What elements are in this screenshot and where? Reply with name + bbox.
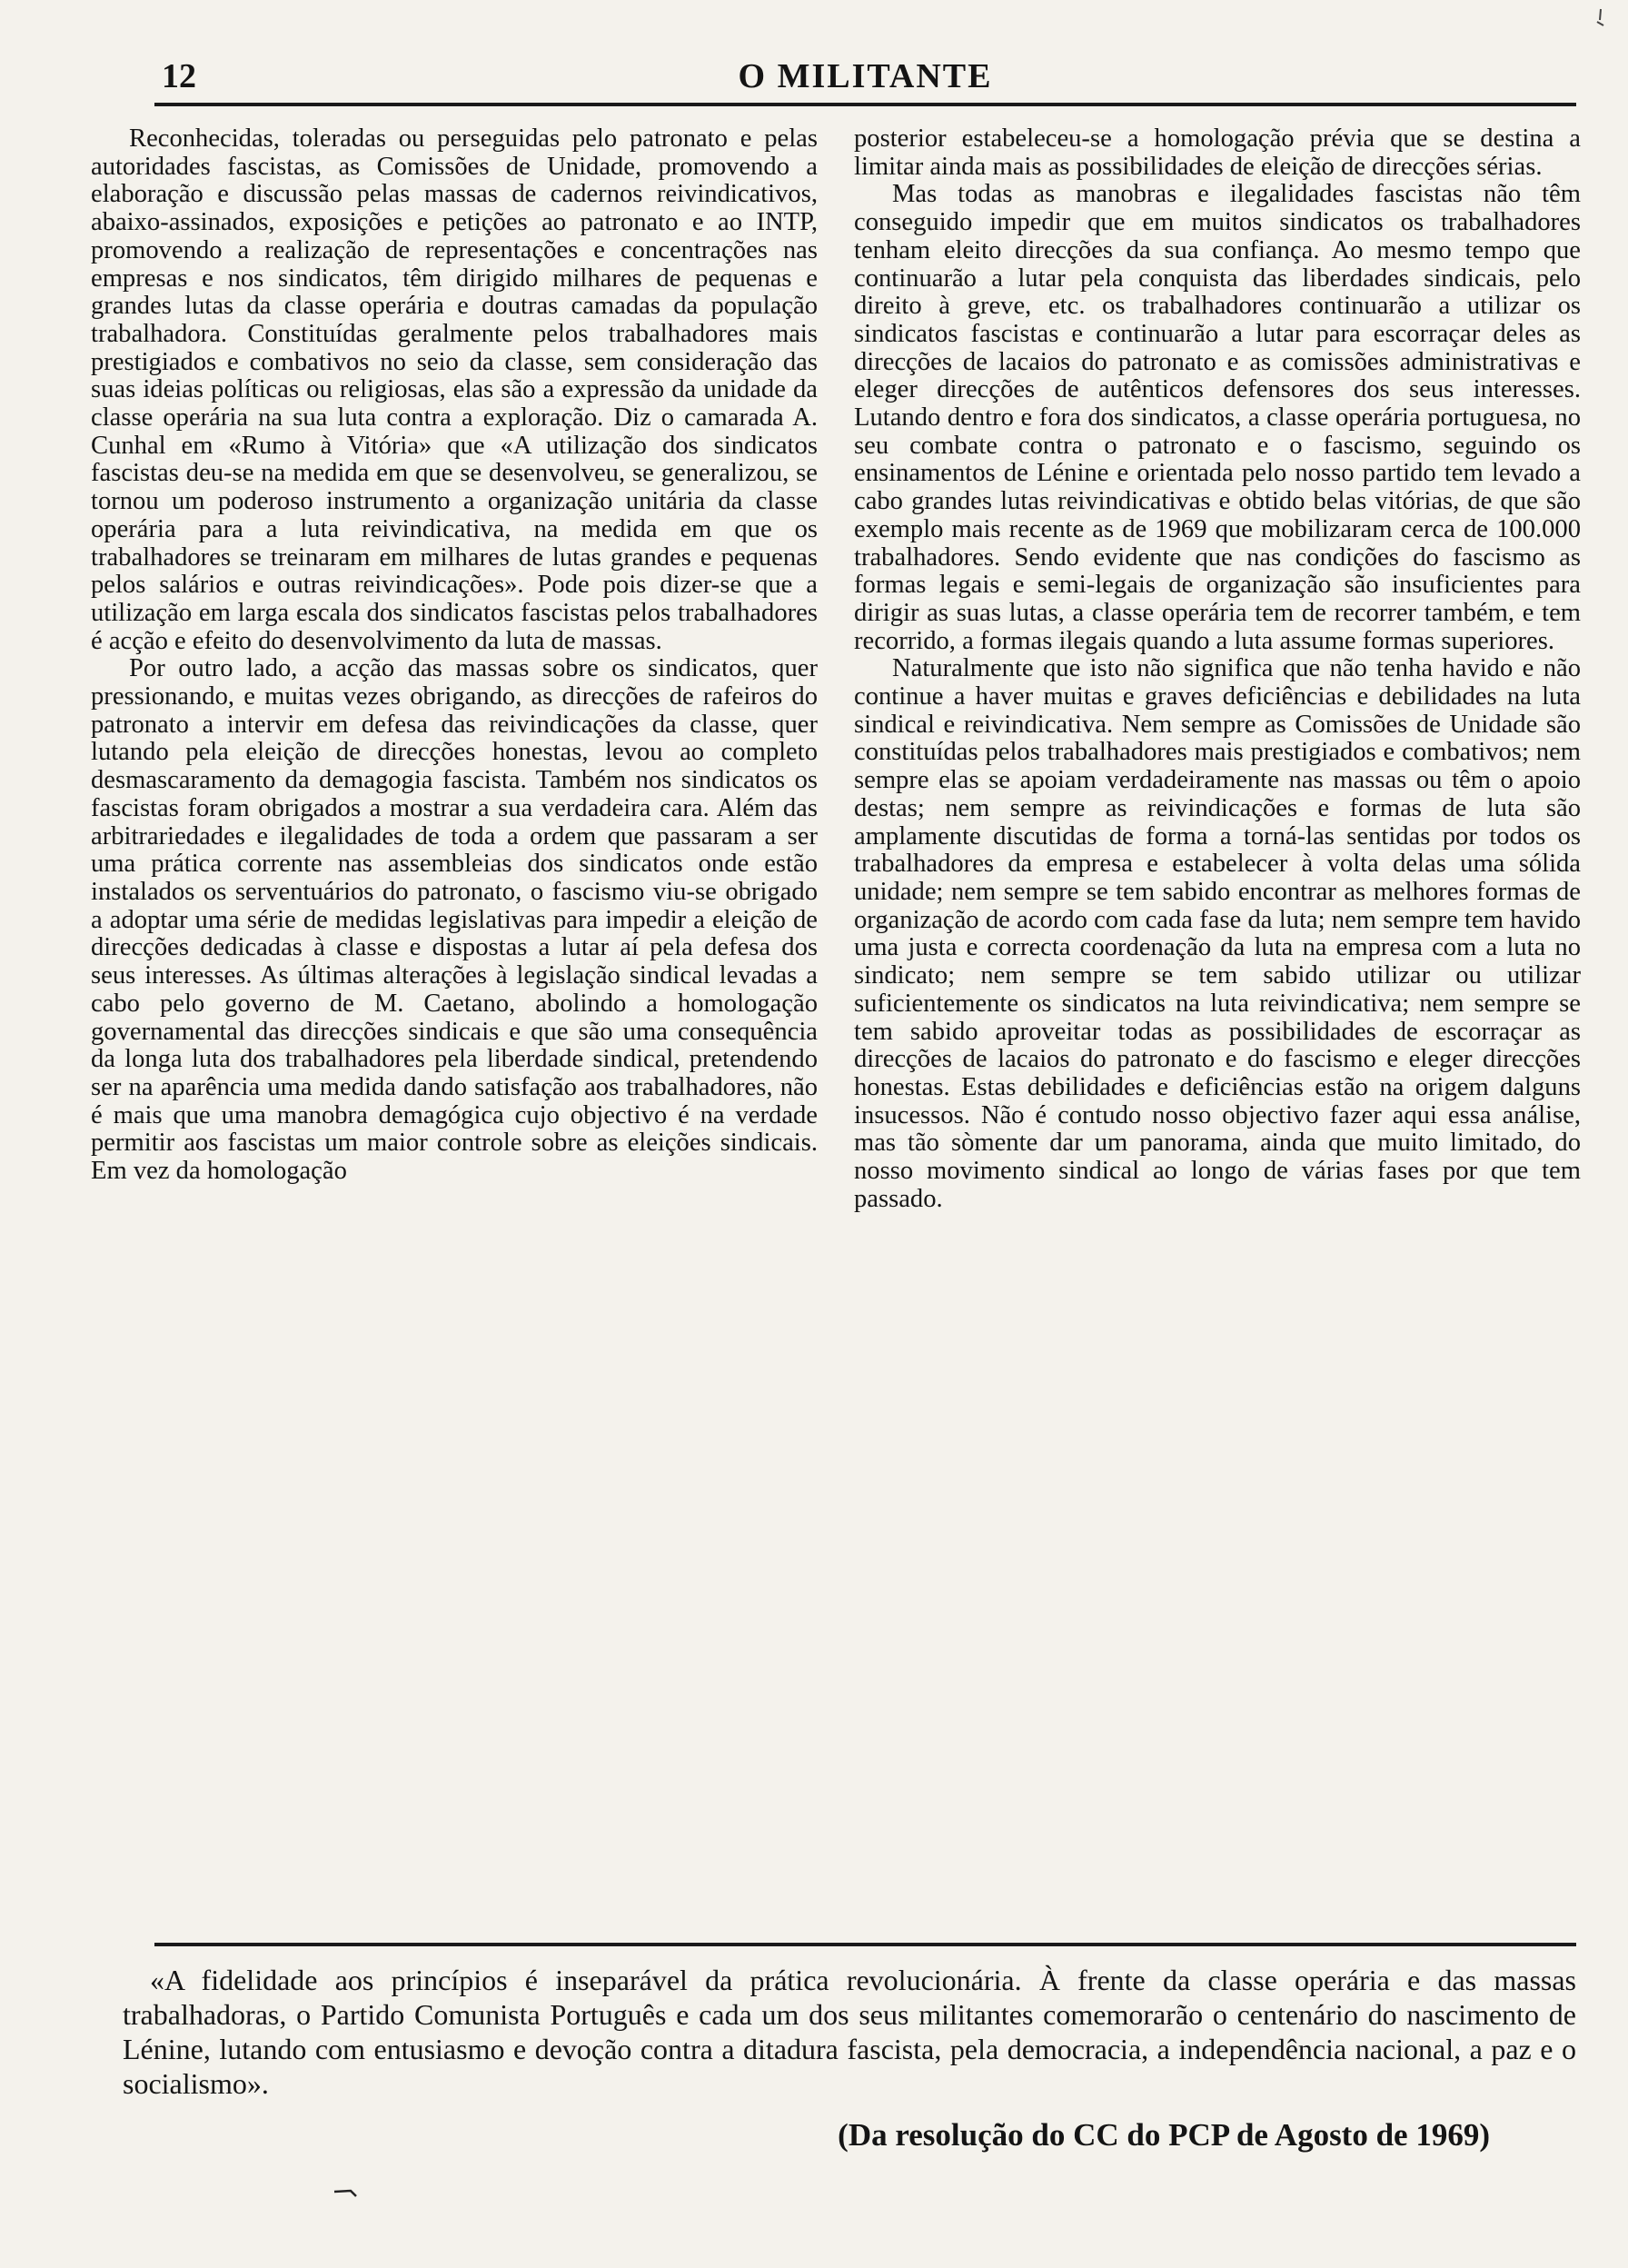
quote-rule	[154, 1943, 1576, 1946]
right-paragraph-3: Naturalmente que isto não significa que não tenha havido e não continue a haver muitas e graves deficiências e debilidades na luta sindical e reivindicativa. Nem sempre as Comissões de Unidade são constituídas pelos trabalhadores mais prestigiados e combativos; nem sempre elas se apoiam verdadeiramente nas massas ou têm o apoio destas; nem sempre as reivindicações e formas de luta são amplamente discutidas de forma a torná-las sentidas por todos os trabalhadores da empresa e estabelecer à volta delas uma sólida unidade; nem sempre se tem sabido encontrar as melhores formas de organização de acordo com cada fase da luta; nem sempre tem havido uma justa e correcta coordenação da luta na empresa com a luta no sindicato; nem sempre se tem sabido utilizar ou utilizar suficientemente os sindicatos na luta reivindicativa; nem sempre se tem sabido aproveitar todas as possibilidades de escorraçar as direcções de lacaios do patronato e do fascismo e eleger direcções honestas. Estas debilidades e deficiências estão na origem dalguns insucessos. Não é contudo nosso objectivo fazer aqui essa análise, mas tão sòmente dar um panorama, ainda que muito limitado, do nosso movimento sindical ao longo de várias fases por que tem passado.	[854, 654, 1581, 1213]
right-paragraph-1: posterior estabeleceu-se a homologação prévia que se destina a limitar ainda mais as possibilidades de eleição de direcções sérias.	[854, 125, 1581, 181]
quote-text: «A fidelidade aos princípios é inseparável da prática revolucionária. À frente da classe operária e das massas trabalhadoras, o Partido Comunista Português e cada um dos seus militantes comemorarão o centenário do nascimento de Lénine, lutando com entusiasmo e devoção contra a ditadura fascista, pela democracia, a independência nacional, a paz e o socialismo».	[123, 1964, 1576, 2100]
right-column	[854, 125, 1581, 1925]
left-column	[91, 125, 818, 1925]
publication-title: O MILITANTE	[738, 57, 993, 95]
corner-mark-icon	[1594, 7, 1607, 27]
article-body	[91, 125, 1581, 1925]
left-paragraph-2: Por outro lado, a acção das massas sobre os sindicatos, quer pressionando, e muitas vezes obrigando, as direcções de rafeiros do patronato a intervir em defesa das reivindicações da classe, quer lutando pela eleição de direcções honestas, levou ao completo desmascaramento da demagogia fascista. Também nos sindicatos os fascistas foram obrigados a mostrar a sua verdadeira cara. Além das arbitrariedades e ilegalidades de toda a ordem que passaram a ser uma prática corrente nas assembleias dos sindicatos onde estão instalados os serventuários do patronato, o fascismo viu-se obrigado a adoptar uma série de medidas legislativas para impedir a eleição de direcções dedicadas à classe e dispostas a lutar aí pela defesa dos seus interesses. As últimas alterações à legislação sindical levadas a cabo pelo governo de M. Caetano, abolindo a homologação governamental das direcções sindicais e que são uma consequência da longa luta dos trabalhadores pela liberdade sindical, pretendendo ser na aparência uma medida dando satisfação aos trabalhadores, não é mais que uma manobra demagógica cujo objectivo é na verdade permitir aos fascistas um maior controle sobre as eleições sindicais. Em vez da homologação	[91, 654, 818, 1186]
quote-attribution: (Da resolução do CC do PCP de Agosto de 1969)	[838, 2117, 1490, 2153]
resolution-quote	[123, 1963, 1576, 2101]
left-paragraph-1: Reconhecidas, toleradas ou perseguidas pelo patronato e pelas autoridades fascistas, as Comissões de Unidade, promovendo a elaboração e discussão pelas massas de cadernos reivindicativos, abaixo-assinados, exposições e petições ao patronato e ao INTP, promovendo a realização de representações e concentrações nas empresas e nos sindicatos, têm dirigido milhares de pequenas e grandes lutas da classe operária e doutras camadas da população trabalhadora. Constituídas geralmente pelos trabalhadores mais prestigiados e combativos no seio da classe, sem consideração das suas ideias políticas ou religiosas, elas são a expressão da unidade da classe operária na sua luta contra a exploração. Diz o camarada A. Cunhal em «Rumo à Vitória» que «A utilização dos sindicatos fascistas deu-se na medida em que se desenvolveu, se generalizou, se tornou um poderoso instrumento a organização unitária da classe operária para a luta reivindicativa, na medida em que os trabalhadores se treinaram em milhares de lutas grandes e pequenas pelos salários e outras reivindicações». Pode pois dizer-se que a utilização em larga escala dos sindicatos fascistas pelos trabalhadores é acção e efeito do desenvolvimento da luta de massas.	[91, 125, 818, 655]
page-number: 12	[162, 57, 196, 95]
page-header	[154, 56, 1576, 107]
right-paragraph-2: Mas todas as manobras e ilegalidades fascistas não têm conseguido impedir que em muitos sindicatos os trabalhadores tenham eleito direcções da sua confiança. Ao mesmo tempo que continuarão a lutar pela conquista das liberdades sindicais, pelo direito à greve, etc. os trabalhadores continuarão a utilizar os sindicatos fascistas e continuarão a lutar para escorraçar deles as direcções de lacaios do patronato e as comissões administrativas e eleger direcções de autênticos defensores dos seus interesses. Lutando dentro e fora dos sindicatos, a classe operária portuguesa, no seu combate contra o patronato e o fascismo, seguindo os ensinamentos de Lénine e orientada pelo nosso partido tem levado a cabo grandes lutas reivindicativas e obtido belas vitórias, de que são exemplo mais recente as de 1969 que mobilizaram cerca de 100.000 trabalhadores. Sendo evidente que nas condições do fascismo as formas legais e semi-legais de organização são insuficientes para dirigir as suas lutas, a classe operária tem de recorrer também, e tem recorrido, a formas ilegais quando a luta assume formas superiores.	[854, 180, 1581, 655]
print-mark-icon	[333, 2188, 360, 2199]
header-rule	[154, 103, 1576, 106]
